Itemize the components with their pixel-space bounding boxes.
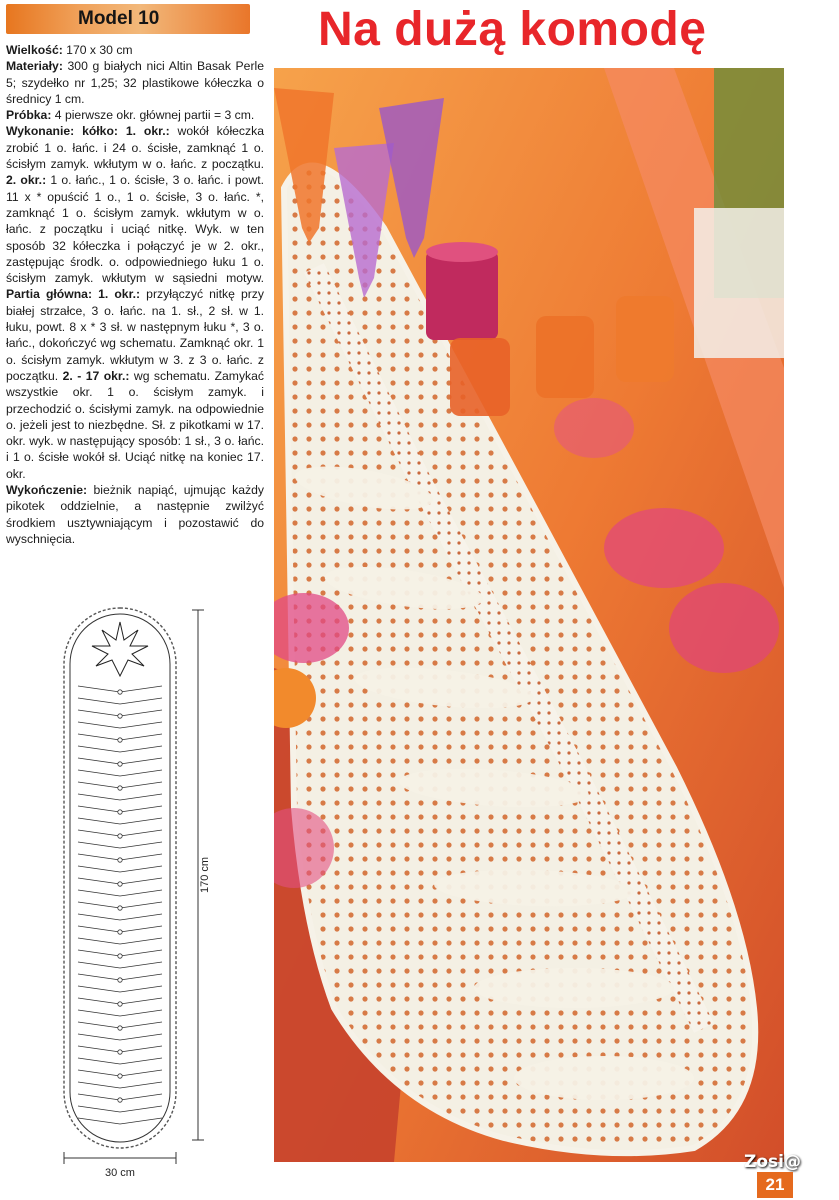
- diagram-bead: [118, 882, 122, 886]
- main-part-text: przyłączyć nitkę przy białej strzałce, 3 o. łańc. na 1. sł., 2 sł. w 1. łuku, powt. 8 x * 3 sł. w następnym łuku *, 3 o. łańc., dokończyć wg schematu. Zamknąć okr. 1 o. ścisłym zamyk. wkłutym w 3. z 3 o. łańc. z początku.: [6, 287, 264, 383]
- diagram-bead: [118, 690, 122, 694]
- diagram-bead: [118, 930, 122, 934]
- instructions-column: [6, 42, 264, 547]
- main-rounds-label: 2. - 17 okr.:: [58, 368, 130, 383]
- materials-paragraph: [6, 58, 264, 107]
- ring-round2-text: 1 o. łańc., 1 o. ścisłe, 3 o. łańc. i powt. 11 x * opuścić 1 o., 1 o. ścisłe, 3 o. łańc. *, zamknąć 1 o. ścisłym zamyk. wkłutym w o. łańc. z początku i uciąć nitkę. Wyk. w ten sposób 32 kółeczka i połączyć je w 2. okr., zastępując środk. o. odpowiedniego łuku 1 o. ścisłym zamyk. wkłutym w sąsiedni motyw.: [6, 173, 264, 286]
- finish-label: Wykończenie:: [6, 483, 88, 498]
- pink-leaf-2: [669, 583, 779, 673]
- diagram-bead: [118, 834, 122, 838]
- materials-label: Materiały:: [6, 59, 63, 74]
- finish-text: bieżnik napiąć, ujmując każdy pikotek oddzielnie, a następnie zwilżyć środkiem usztywniającym i pozostawić do wyschnięcia.: [6, 483, 264, 546]
- diagram-bead: [118, 762, 122, 766]
- pink-leaf-1: [604, 508, 724, 588]
- diagram-bead: [118, 810, 122, 814]
- diagram-bead: [118, 906, 122, 910]
- runner-diagram: [56, 600, 226, 1182]
- pink-candle-top: [426, 242, 498, 262]
- model-label: Model 10: [78, 8, 160, 29]
- length-dimension-label: 170 cm: [199, 856, 211, 894]
- diagram-bead: [118, 714, 122, 718]
- diagram-bead: [118, 738, 122, 742]
- runner-diagram-svg: [56, 600, 226, 1182]
- orange-glass-3: [616, 296, 674, 382]
- materials-text: 300 g białych nici Altin Basak Perle 5; szydełko nr 1,25; 32 plastikowe kółeczka o średnicy 1 cm.: [6, 59, 264, 106]
- main-rounds-text: wg schematu. Zamykać wszystkie okr. 1 o. ścisłym zamyk. i przechodzić o. ścisłymi zamyk. na odpowiednie o. jeżeli jest to niezbędne. Sł. z pikotkami w 17. okr. wyk. w następujący sposób: 1 sł., 3 o. łańc. i 1 o. ścisłe wokół sł. Uciąć nitkę na koniec 17. okr.: [6, 368, 265, 481]
- main-part-label: Partia główna: 1. okr.:: [6, 287, 141, 302]
- diagram-bead: [118, 1050, 122, 1054]
- execution-label: Wykonanie:: [6, 124, 75, 139]
- page-number: 21: [757, 1172, 793, 1198]
- size-text: 170 x 30 cm: [62, 43, 133, 57]
- diagram-bead: [118, 1002, 122, 1006]
- orange-glass-1: [450, 338, 510, 416]
- sample-label: Próbka:: [6, 108, 52, 123]
- finish-paragraph: [6, 482, 264, 547]
- model-label-banner: [6, 4, 250, 34]
- diagram-bead: [118, 858, 122, 862]
- sample-paragraph: [6, 107, 264, 123]
- size-paragraph: [6, 42, 264, 58]
- ring-round1-text: wokół kółeczka zrobić 1 o. łańc. i 24 o. ścisłe, zamknąć 1 o. ścisłym zamyk. wkłutym w o. łańc. z początku.: [6, 124, 264, 172]
- pink-leaf-3: [554, 398, 634, 458]
- pink-candle: [426, 250, 498, 340]
- diagram-bead: [118, 978, 122, 982]
- page-title: Na dużą komodę: [318, 3, 707, 56]
- width-dimension-label: 30 cm: [105, 1167, 135, 1179]
- sample-text: 4 pierwsze okr. głównej partii = 3 cm.: [51, 108, 255, 123]
- watermark: Zosi@: [744, 1152, 801, 1172]
- diagram-bead: [118, 1074, 122, 1078]
- diagram-bead: [118, 1026, 122, 1030]
- runner-photo-illustration: [274, 68, 784, 1162]
- diagram-bead: [118, 954, 122, 958]
- white-vase: [694, 208, 784, 358]
- orange-glass-2: [536, 316, 594, 398]
- ring-round1-label: kółko: 1. okr.:: [74, 124, 170, 139]
- size-label: Wielkość:: [6, 43, 63, 57]
- runner-photo: [274, 68, 784, 1162]
- diagram-bead: [118, 786, 122, 790]
- execution-paragraph: [6, 123, 264, 482]
- diagram-bead: [118, 1098, 122, 1102]
- ring-round2-label: 2. okr.:: [6, 173, 47, 188]
